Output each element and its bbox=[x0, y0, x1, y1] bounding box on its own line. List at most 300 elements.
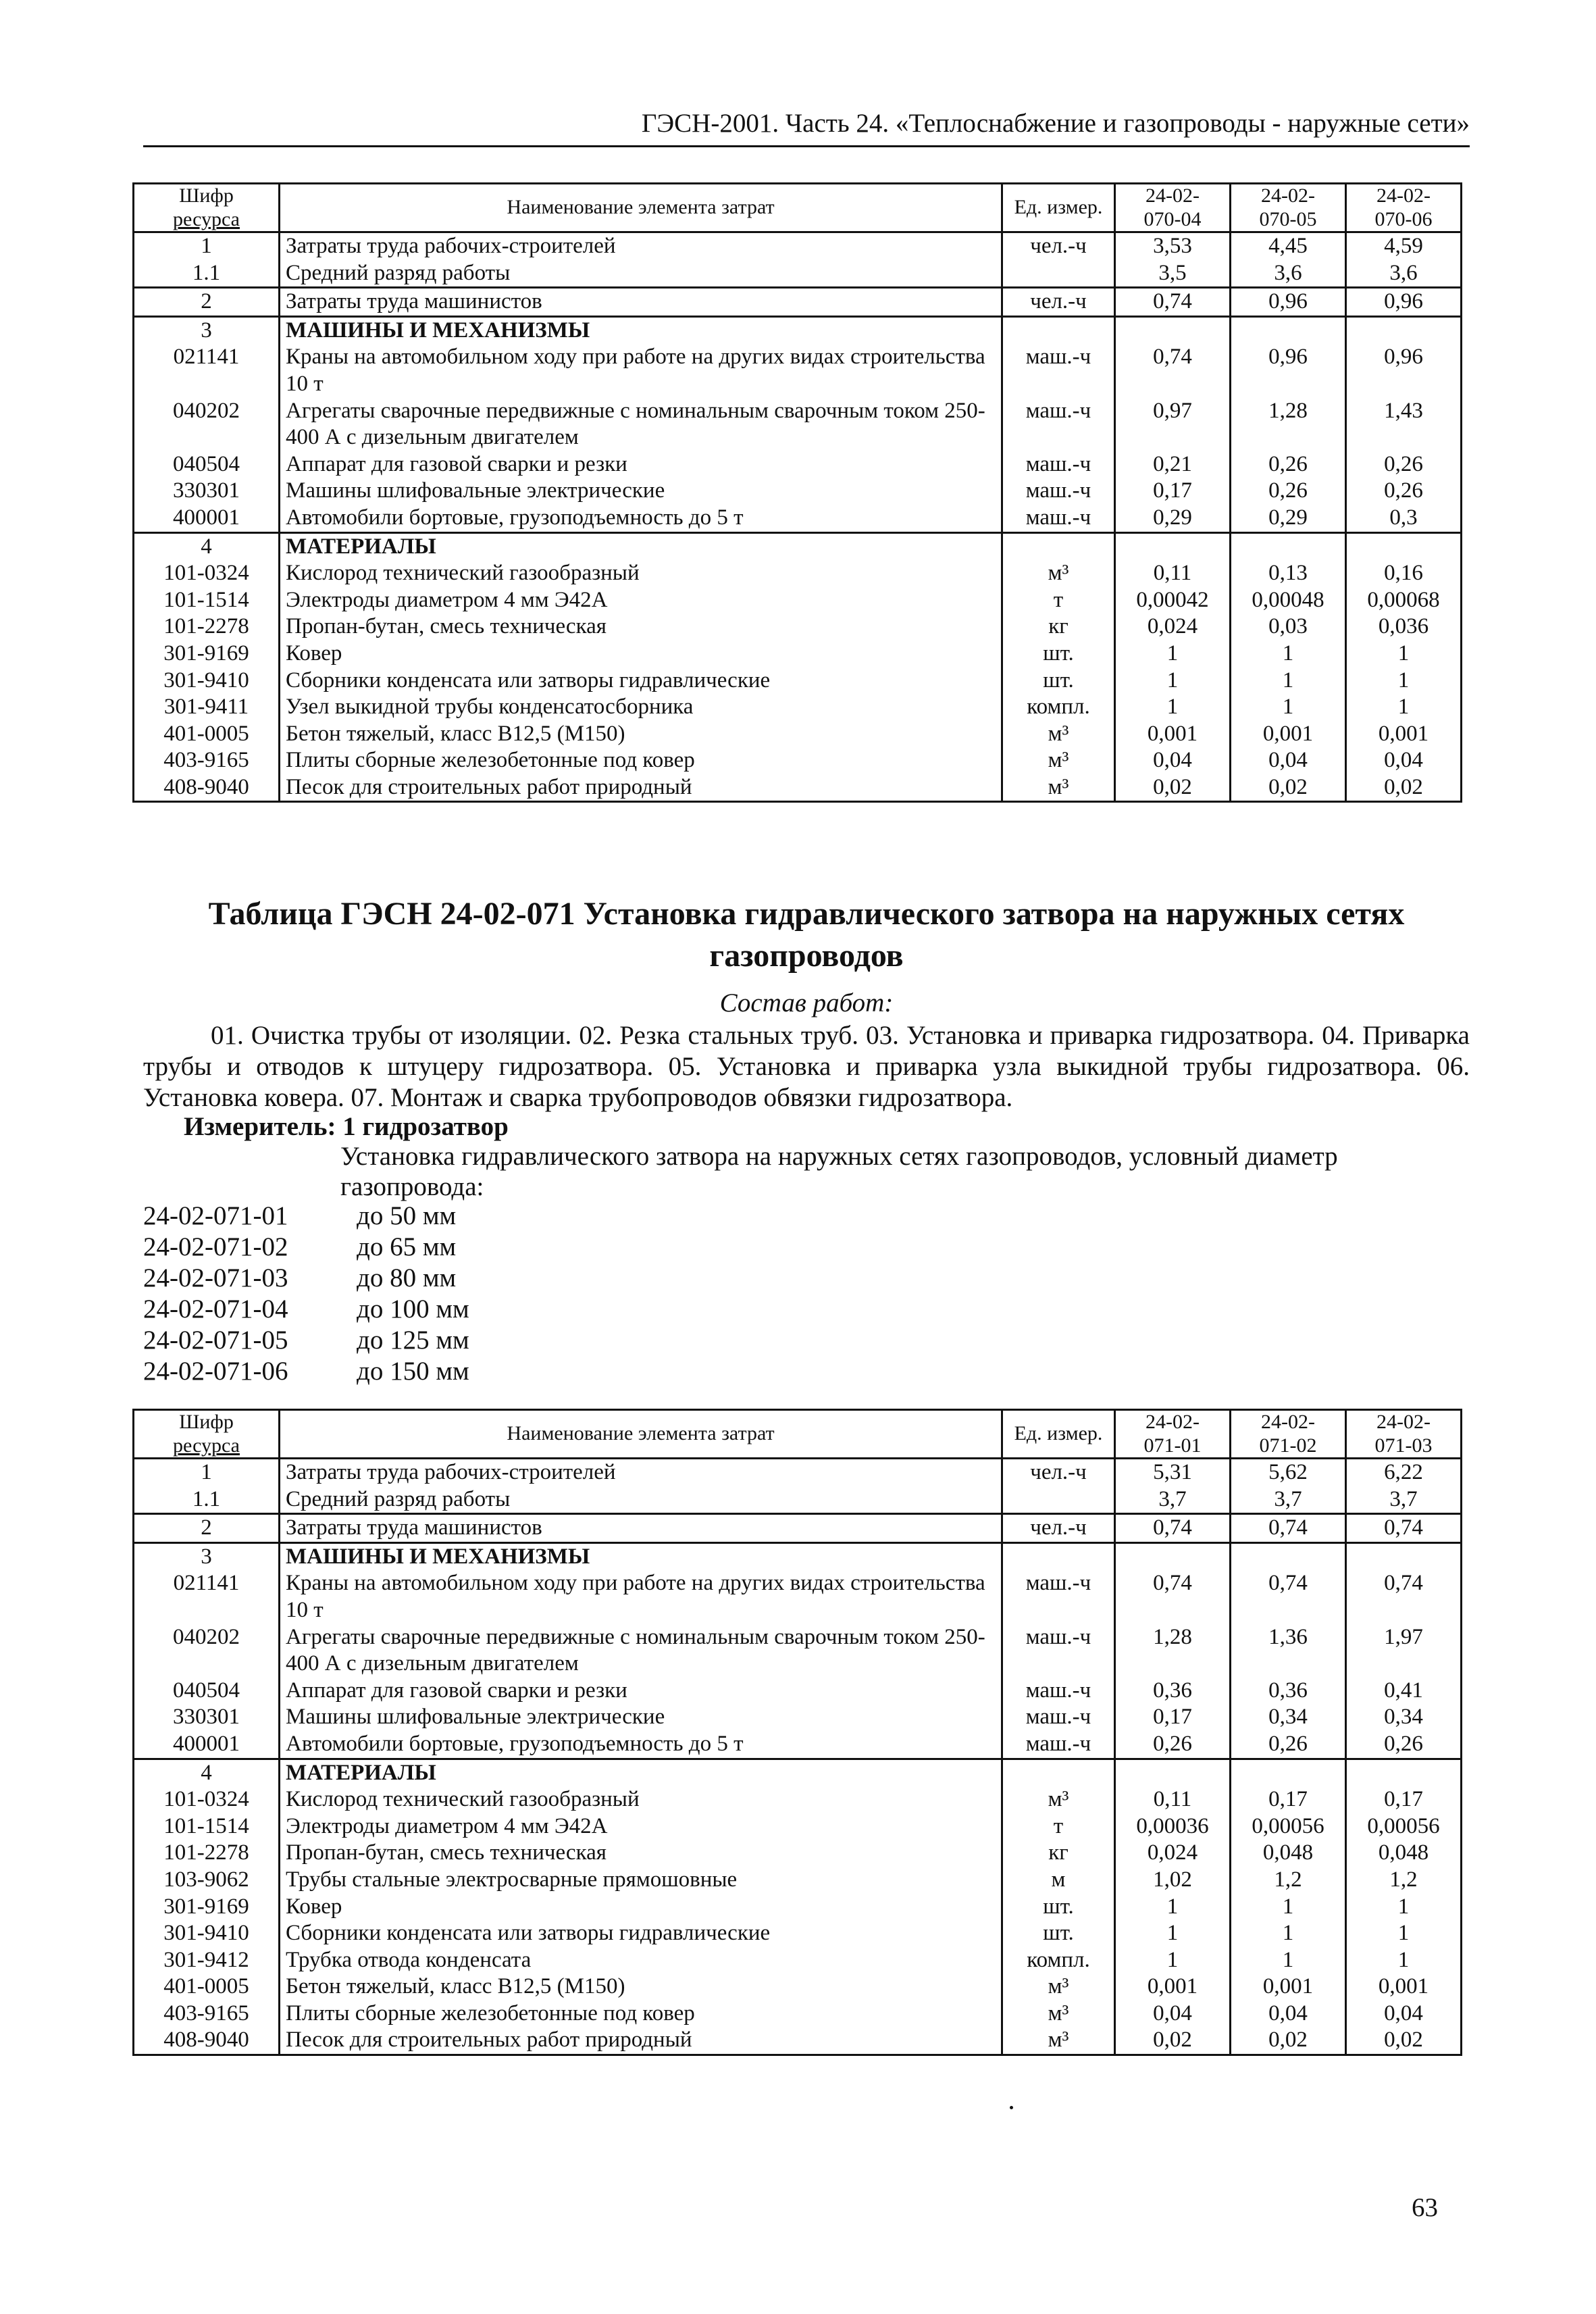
unit-cell: маш.-ч bbox=[1002, 478, 1115, 505]
value-cell: 1,2 bbox=[1346, 1867, 1462, 1894]
resource-code-cell: 2 bbox=[134, 288, 280, 317]
table-row bbox=[134, 1486, 1462, 1514]
resource-name-cell: Затраты труда машинистов bbox=[280, 288, 1002, 317]
resource-name-cell: Средний разряд работы bbox=[280, 260, 1002, 288]
value-cell: 0,74 bbox=[1231, 1514, 1346, 1543]
table-row bbox=[134, 1678, 1462, 1705]
unit-cell: кг bbox=[1002, 1840, 1115, 1867]
unit-cell: м³ bbox=[1002, 721, 1115, 748]
value-cell: 0,001 bbox=[1346, 1973, 1462, 2001]
value-cell: 0,048 bbox=[1231, 1840, 1346, 1867]
unit-cell: чел.-ч bbox=[1002, 232, 1115, 260]
value-cell: 5,62 bbox=[1231, 1459, 1346, 1486]
norm-code-line2: 070-04 bbox=[1143, 207, 1202, 230]
resource-name-cell: Затраты труда машинистов bbox=[280, 1514, 1002, 1543]
value-cell bbox=[1115, 1542, 1231, 1570]
resource-name-cell: Бетон тяжелый, класс В12,5 (М150) bbox=[280, 721, 1002, 748]
resource-name-cell: Ковер bbox=[280, 1894, 1002, 1921]
resource-code-cell: 4 bbox=[134, 1759, 280, 1786]
resource-name-cell: Песок для строительных работ природный bbox=[280, 2027, 1002, 2055]
resource-code-cell: 301-9410 bbox=[134, 668, 280, 695]
resource-code-cell: 040202 bbox=[134, 1624, 280, 1678]
resource-name-cell: Пропан-бутан, смесь техническая bbox=[280, 613, 1002, 640]
value-cell: 1 bbox=[1231, 694, 1346, 721]
unit-cell: чел.-ч bbox=[1002, 288, 1115, 317]
meter-line: Измеритель: 1 гидрозатвор bbox=[184, 1112, 509, 1141]
value-cell: 3,6 bbox=[1231, 260, 1346, 288]
value-cell: 0,29 bbox=[1115, 505, 1231, 532]
value-cell: 1 bbox=[1346, 1894, 1462, 1921]
value-cell: 1 bbox=[1346, 1947, 1462, 1974]
variant-text: до 50 мм bbox=[357, 1201, 457, 1230]
norm-code-line2: 071-02 bbox=[1259, 1434, 1317, 1457]
resource-code-cell: 3 bbox=[134, 316, 280, 344]
resource-code-cell: 408-9040 bbox=[134, 774, 280, 802]
unit-cell: маш.-ч bbox=[1002, 344, 1115, 397]
value-cell: 0,02 bbox=[1346, 2027, 1462, 2055]
value-cell: 0,00042 bbox=[1115, 587, 1231, 614]
unit-cell: компл. bbox=[1002, 694, 1115, 721]
code-column-header bbox=[134, 184, 280, 232]
variant-text: до 125 мм bbox=[357, 1326, 469, 1355]
value-cell: 1,2 bbox=[1231, 1867, 1346, 1894]
resource-code-cell: 4 bbox=[134, 532, 280, 560]
unit-column-header: Ед. измер. bbox=[1002, 1410, 1115, 1459]
value-cell: 0,02 bbox=[1231, 2027, 1346, 2055]
value-cell: 0,74 bbox=[1115, 1514, 1231, 1543]
value-cell: 0,74 bbox=[1115, 288, 1231, 317]
norm-code-line2: 071-01 bbox=[1143, 1434, 1202, 1457]
table-row bbox=[134, 613, 1462, 640]
value-cell: 0,17 bbox=[1231, 1786, 1346, 1813]
resource-name-cell: Затраты труда рабочих-строителей bbox=[280, 1459, 1002, 1486]
code-header-line2: ресурса bbox=[173, 1434, 240, 1457]
norm-code-line1: 24-02- bbox=[1376, 1411, 1431, 1433]
code-column-header bbox=[134, 1410, 280, 1459]
resource-name-cell: Агрегаты сварочные передвижные с номинальным сварочным током 250-400 А с дизельным двигателем bbox=[280, 1624, 1002, 1678]
table-row bbox=[134, 1813, 1462, 1840]
value-cell: 0,96 bbox=[1346, 288, 1462, 317]
norm-code-line1: 24-02- bbox=[1261, 184, 1315, 207]
variant-line bbox=[143, 1294, 469, 1325]
value-cell: 0,74 bbox=[1346, 1514, 1462, 1543]
value-cell: 0,04 bbox=[1231, 747, 1346, 774]
resource-code-cell: 2 bbox=[134, 1514, 280, 1543]
value-cell: 0,36 bbox=[1115, 1678, 1231, 1705]
section-heading-cell: МАТЕРИАЛЫ bbox=[280, 1759, 1002, 1786]
resource-code-cell: 330301 bbox=[134, 1704, 280, 1731]
resource-table-071 bbox=[132, 1409, 1462, 2056]
resource-name-cell: Пропан-бутан, смесь техническая bbox=[280, 1840, 1002, 1867]
works-description: 01. Очистка трубы от изоляции. 02. Резка стальных труб. 03. Установка и приварка гидрозатвора. 04. Приварка трубы и отводов к штуцеру гидрозатвора. 05. Установка и приварка узла выкидной трубы гидрозатвора. 06. Установка ковера. 07. Монтаж и сварка трубопроводов обвязки гидрозатвора. bbox=[143, 1021, 1470, 1113]
resource-code-cell: 040504 bbox=[134, 451, 280, 478]
table-title bbox=[143, 893, 1470, 978]
resource-name-cell: Средний разряд работы bbox=[280, 1486, 1002, 1514]
table-row bbox=[134, 451, 1462, 478]
table-row bbox=[134, 1731, 1462, 1759]
value-cell bbox=[1115, 1759, 1231, 1786]
table-row bbox=[134, 1786, 1462, 1813]
variant-code: 24-02-071-03 bbox=[143, 1263, 288, 1292]
value-cell: 0,036 bbox=[1346, 613, 1462, 640]
norm-code-line1: 24-02- bbox=[1261, 1411, 1315, 1433]
unit-cell: маш.-ч bbox=[1002, 1570, 1115, 1624]
value-cell: 1 bbox=[1231, 1920, 1346, 1947]
value-cell: 0,024 bbox=[1115, 1840, 1231, 1867]
value-cell: 0,00036 bbox=[1115, 1813, 1231, 1840]
value-cell: 1 bbox=[1346, 1920, 1462, 1947]
value-cell: 1,28 bbox=[1115, 1624, 1231, 1678]
table-row bbox=[134, 232, 1462, 260]
unit-cell: шт. bbox=[1002, 640, 1115, 668]
resource-code-cell: 1 bbox=[134, 232, 280, 260]
resource-table-070 bbox=[132, 182, 1462, 803]
resource-name-cell: Автомобили бортовые, грузоподъемность до 5 т bbox=[280, 505, 1002, 532]
resource-name-cell: Аппарат для газовой сварки и резки bbox=[280, 1678, 1002, 1705]
value-cell: 0,74 bbox=[1115, 1570, 1231, 1624]
value-cell: 0,26 bbox=[1231, 451, 1346, 478]
unit-cell: маш.-ч bbox=[1002, 398, 1115, 451]
resource-code-cell: 3 bbox=[134, 1542, 280, 1570]
value-cell: 0,17 bbox=[1115, 478, 1231, 505]
value-cell: 5,31 bbox=[1115, 1459, 1231, 1486]
variant-line bbox=[143, 1263, 456, 1294]
variant-code: 24-02-071-04 bbox=[143, 1294, 288, 1324]
unit-cell bbox=[1002, 1759, 1115, 1786]
unit-cell: кг bbox=[1002, 613, 1115, 640]
value-cell: 1 bbox=[1115, 694, 1231, 721]
table-row bbox=[134, 2001, 1462, 2028]
resource-name-cell: Затраты труда рабочих-строителей bbox=[280, 232, 1002, 260]
resource-code-cell: 1.1 bbox=[134, 260, 280, 288]
value-cell: 0,04 bbox=[1346, 2001, 1462, 2028]
value-cell: 0,36 bbox=[1231, 1678, 1346, 1705]
value-cell: 0,74 bbox=[1115, 344, 1231, 397]
section-heading-cell: МАТЕРИАЛЫ bbox=[280, 532, 1002, 560]
code-header-line1: Шифр bbox=[179, 184, 234, 207]
resource-code-cell: 103-9062 bbox=[134, 1867, 280, 1894]
value-cell: 0,00056 bbox=[1231, 1813, 1346, 1840]
variant-code: 24-02-071-06 bbox=[143, 1357, 288, 1386]
table-row bbox=[134, 316, 1462, 344]
value-cell: 0,04 bbox=[1115, 747, 1231, 774]
value-cell: 1 bbox=[1346, 668, 1462, 695]
resource-name-cell: Электроды диаметром 4 мм Э42А bbox=[280, 1813, 1002, 1840]
value-cell: 1,02 bbox=[1115, 1867, 1231, 1894]
unit-cell: маш.-ч bbox=[1002, 1704, 1115, 1731]
unit-cell: м³ bbox=[1002, 560, 1115, 587]
table-row bbox=[134, 587, 1462, 614]
value-cell: 0,29 bbox=[1231, 505, 1346, 532]
value-cell: 0,001 bbox=[1115, 721, 1231, 748]
table-row bbox=[134, 1570, 1462, 1624]
value-cell: 0,001 bbox=[1346, 721, 1462, 748]
table-row bbox=[134, 668, 1462, 695]
unit-cell bbox=[1002, 316, 1115, 344]
table-row bbox=[134, 1759, 1462, 1786]
norm-code-line1: 24-02- bbox=[1145, 184, 1200, 207]
value-cell: 0,74 bbox=[1346, 1570, 1462, 1624]
value-cell: 1,28 bbox=[1231, 398, 1346, 451]
unit-cell: м³ bbox=[1002, 747, 1115, 774]
resource-name-cell: Машины шлифовальные электрические bbox=[280, 1704, 1002, 1731]
unit-cell: шт. bbox=[1002, 1920, 1115, 1947]
value-cell: 0,26 bbox=[1346, 451, 1462, 478]
variant-code: 24-02-071-02 bbox=[143, 1232, 288, 1261]
variant-text: до 80 мм bbox=[357, 1263, 457, 1292]
value-cell: 0,11 bbox=[1115, 560, 1231, 587]
resource-code-cell: 021141 bbox=[134, 344, 280, 397]
variant-line bbox=[143, 1326, 469, 1356]
unit-cell bbox=[1002, 1542, 1115, 1570]
stray-dot bbox=[1010, 2106, 1013, 2109]
resource-name-cell: Трубка отвода конденсата bbox=[280, 1947, 1002, 1974]
table-body bbox=[134, 232, 1462, 802]
unit-cell: м³ bbox=[1002, 1786, 1115, 1813]
title-line2: газопроводов bbox=[709, 938, 904, 974]
value-cell: 0,16 bbox=[1346, 560, 1462, 587]
resource-code-cell: 403-9165 bbox=[134, 747, 280, 774]
value-cell: 3,7 bbox=[1346, 1486, 1462, 1514]
table-row bbox=[134, 747, 1462, 774]
resource-code-cell: 1 bbox=[134, 1459, 280, 1486]
value-cell: 0,34 bbox=[1231, 1704, 1346, 1731]
value-cell: 1 bbox=[1231, 1947, 1346, 1974]
resource-code-cell: 301-9412 bbox=[134, 1947, 280, 1974]
resource-code-cell: 101-0324 bbox=[134, 560, 280, 587]
unit-cell: т bbox=[1002, 587, 1115, 614]
value-cell bbox=[1231, 1542, 1346, 1570]
resource-code-cell: 101-2278 bbox=[134, 1840, 280, 1867]
variant-text: до 150 мм bbox=[357, 1357, 469, 1386]
value-cell: 1,43 bbox=[1346, 398, 1462, 451]
table-row bbox=[134, 288, 1462, 317]
resource-code-cell: 1.1 bbox=[134, 1486, 280, 1514]
resource-name-cell: Узел выкидной трубы конденсатосборника bbox=[280, 694, 1002, 721]
table-row bbox=[134, 774, 1462, 802]
table-row bbox=[134, 1704, 1462, 1731]
table-row bbox=[134, 640, 1462, 668]
variant-text: до 65 мм bbox=[357, 1232, 457, 1261]
value-cell: 1 bbox=[1346, 640, 1462, 668]
resource-code-cell: 101-0324 bbox=[134, 1786, 280, 1813]
value-cell: 1 bbox=[1115, 1894, 1231, 1921]
value-cell: 1,97 bbox=[1346, 1624, 1462, 1678]
value-cell: 0,024 bbox=[1115, 613, 1231, 640]
value-cell: 0,3 bbox=[1346, 505, 1462, 532]
value-cell: 0,02 bbox=[1115, 774, 1231, 802]
value-cell: 3,7 bbox=[1231, 1486, 1346, 1514]
unit-cell: маш.-ч bbox=[1002, 1678, 1115, 1705]
resource-code-cell: 101-2278 bbox=[134, 613, 280, 640]
table-row bbox=[134, 1542, 1462, 1570]
table-row bbox=[134, 260, 1462, 288]
resource-name-cell: Аппарат для газовой сварки и резки bbox=[280, 451, 1002, 478]
value-cell: 0,04 bbox=[1115, 2001, 1231, 2028]
value-cell: 3,5 bbox=[1115, 260, 1231, 288]
unit-cell bbox=[1002, 532, 1115, 560]
value-cell: 0,26 bbox=[1231, 478, 1346, 505]
value-cell bbox=[1115, 532, 1231, 560]
value-cell: 0,26 bbox=[1346, 1731, 1462, 1759]
norm-column-header bbox=[1115, 184, 1231, 232]
value-cell: 0,04 bbox=[1231, 2001, 1346, 2028]
unit-cell: шт. bbox=[1002, 668, 1115, 695]
value-cell: 1 bbox=[1115, 1920, 1231, 1947]
resource-name-cell: Кислород технический газообразный bbox=[280, 1786, 1002, 1813]
norm-code-line2: 070-06 bbox=[1374, 207, 1433, 230]
value-cell bbox=[1231, 316, 1346, 344]
resource-name-cell: Краны на автомобильном ходу при работе на других видах строительства 10 т bbox=[280, 1570, 1002, 1624]
resource-code-cell: 401-0005 bbox=[134, 1973, 280, 2001]
value-cell: 0,02 bbox=[1346, 774, 1462, 802]
table-row bbox=[134, 505, 1462, 532]
table-row bbox=[134, 1920, 1462, 1947]
value-cell: 1 bbox=[1231, 668, 1346, 695]
value-cell: 4,45 bbox=[1231, 232, 1346, 260]
value-cell: 0,34 bbox=[1346, 1704, 1462, 1731]
value-cell: 1,36 bbox=[1231, 1624, 1346, 1678]
resource-name-cell: Плиты сборные железобетонные под ковер bbox=[280, 2001, 1002, 2028]
table-row bbox=[134, 1624, 1462, 1678]
value-cell: 0,21 bbox=[1115, 451, 1231, 478]
resource-name-cell: Сборники конденсата или затворы гидравлические bbox=[280, 668, 1002, 695]
value-cell: 0,02 bbox=[1115, 2027, 1231, 2055]
table-row bbox=[134, 2027, 1462, 2055]
unit-cell: маш.-ч bbox=[1002, 1624, 1115, 1678]
norm-code-line2: 071-03 bbox=[1374, 1434, 1433, 1457]
resource-name-cell: Ковер bbox=[280, 640, 1002, 668]
resource-code-cell: 101-1514 bbox=[134, 1813, 280, 1840]
norm-column-header bbox=[1231, 1410, 1346, 1459]
value-cell: 0,04 bbox=[1346, 747, 1462, 774]
resource-code-cell: 401-0005 bbox=[134, 721, 280, 748]
resource-code-cell: 400001 bbox=[134, 505, 280, 532]
resource-name-cell: Электроды диаметром 4 мм Э42А bbox=[280, 587, 1002, 614]
resource-code-cell: 400001 bbox=[134, 1731, 280, 1759]
title-line1: Таблица ГЭСН 24-02-071 Установка гидравлического затвора на наружных сетях bbox=[208, 896, 1405, 932]
table-row bbox=[134, 1894, 1462, 1921]
variant-text: до 100 мм bbox=[357, 1294, 469, 1324]
resource-code-cell: 403-9165 bbox=[134, 2001, 280, 2028]
value-cell: 0,96 bbox=[1231, 344, 1346, 397]
unit-cell: м³ bbox=[1002, 1973, 1115, 2001]
value-cell: 0,00048 bbox=[1231, 587, 1346, 614]
value-cell: 0,001 bbox=[1115, 1973, 1231, 2001]
resource-name-cell: Автомобили бортовые, грузоподъемность до 5 т bbox=[280, 1731, 1002, 1759]
value-cell: 0,26 bbox=[1346, 478, 1462, 505]
name-column-header: Наименование элемента затрат bbox=[280, 1410, 1002, 1459]
variant-code: 24-02-071-01 bbox=[143, 1201, 288, 1230]
value-cell bbox=[1346, 1759, 1462, 1786]
table-row bbox=[134, 532, 1462, 560]
norm-code-line2: 070-05 bbox=[1259, 207, 1317, 230]
value-cell: 0,97 bbox=[1115, 398, 1231, 451]
value-cell bbox=[1231, 1759, 1346, 1786]
variant-line bbox=[143, 1357, 469, 1387]
norm-column-header bbox=[1115, 1410, 1231, 1459]
resource-code-cell: 301-9169 bbox=[134, 640, 280, 668]
value-cell: 0,17 bbox=[1115, 1704, 1231, 1731]
norm-code-line1: 24-02- bbox=[1145, 1411, 1200, 1433]
value-cell bbox=[1346, 532, 1462, 560]
section-heading-cell: МАШИНЫ И МЕХАНИЗМЫ bbox=[280, 1542, 1002, 1570]
value-cell: 0,26 bbox=[1115, 1731, 1231, 1759]
value-cell: 0,02 bbox=[1231, 774, 1346, 802]
table-row bbox=[134, 398, 1462, 451]
table-row bbox=[134, 1947, 1462, 1974]
variant-line bbox=[143, 1201, 456, 1232]
value-cell bbox=[1346, 316, 1462, 344]
table-body bbox=[134, 1459, 1462, 2055]
table-row bbox=[134, 1840, 1462, 1867]
unit-cell bbox=[1002, 260, 1115, 288]
value-cell: 1 bbox=[1231, 1894, 1346, 1921]
value-cell: 1 bbox=[1115, 668, 1231, 695]
table-row bbox=[134, 560, 1462, 587]
unit-cell bbox=[1002, 1486, 1115, 1514]
value-cell: 3,6 bbox=[1346, 260, 1462, 288]
works-subtitle: Состав работ: bbox=[719, 988, 894, 1017]
unit-cell: м bbox=[1002, 1867, 1115, 1894]
unit-cell: маш.-ч bbox=[1002, 451, 1115, 478]
value-cell: 3,53 bbox=[1115, 232, 1231, 260]
value-cell: 0,41 bbox=[1346, 1678, 1462, 1705]
value-cell: 0,001 bbox=[1231, 721, 1346, 748]
resource-name-cell: Трубы стальные электросварные прямошовные bbox=[280, 1867, 1002, 1894]
value-cell: 0,96 bbox=[1346, 344, 1462, 397]
table-row bbox=[134, 721, 1462, 748]
resource-code-cell: 408-9040 bbox=[134, 2027, 280, 2055]
value-cell: 0,03 bbox=[1231, 613, 1346, 640]
value-cell bbox=[1346, 1542, 1462, 1570]
value-cell: 0,00056 bbox=[1346, 1813, 1462, 1840]
running-header: ГЭСН-2001. Часть 24. «Теплоснабжение и газопроводы - наружные сети» bbox=[143, 108, 1470, 147]
norm-column-header bbox=[1346, 184, 1462, 232]
value-cell: 0,13 bbox=[1231, 560, 1346, 587]
value-cell: 0,00068 bbox=[1346, 587, 1462, 614]
value-cell: 0,26 bbox=[1231, 1731, 1346, 1759]
unit-cell: м³ bbox=[1002, 2027, 1115, 2055]
value-cell: 4,59 bbox=[1346, 232, 1462, 260]
resource-code-cell: 040504 bbox=[134, 1678, 280, 1705]
variants-caption: Установка гидравлического затвора на наружных сетях газопроводов, условный диаметр газопровода: bbox=[340, 1142, 1338, 1201]
unit-cell: маш.-ч bbox=[1002, 1731, 1115, 1759]
table-row bbox=[134, 1867, 1462, 1894]
unit-cell: м³ bbox=[1002, 774, 1115, 802]
value-cell: 0,11 bbox=[1115, 1786, 1231, 1813]
variant-line bbox=[143, 1232, 456, 1263]
resource-name-cell: Кислород технический газообразный bbox=[280, 560, 1002, 587]
value-cell: 0,17 bbox=[1346, 1786, 1462, 1813]
value-cell bbox=[1231, 532, 1346, 560]
page-number: 63 bbox=[1412, 2193, 1438, 2222]
resource-name-cell: Агрегаты сварочные передвижные с номинальным сварочным током 250-400 А с дизельным двигателем bbox=[280, 398, 1002, 451]
name-column-header: Наименование элемента затрат bbox=[280, 184, 1002, 232]
resource-code-cell: 330301 bbox=[134, 478, 280, 505]
table-row bbox=[134, 344, 1462, 397]
unit-cell: шт. bbox=[1002, 1894, 1115, 1921]
resource-code-cell: 301-9410 bbox=[134, 1920, 280, 1947]
table-row bbox=[134, 478, 1462, 505]
table-row bbox=[134, 1973, 1462, 2001]
value-cell: 0,048 bbox=[1346, 1840, 1462, 1867]
value-cell: 3,7 bbox=[1115, 1486, 1231, 1514]
resource-code-cell: 101-1514 bbox=[134, 587, 280, 614]
section-heading-cell: МАШИНЫ И МЕХАНИЗМЫ bbox=[280, 316, 1002, 344]
value-cell: 6,22 bbox=[1346, 1459, 1462, 1486]
norm-column-header bbox=[1346, 1410, 1462, 1459]
